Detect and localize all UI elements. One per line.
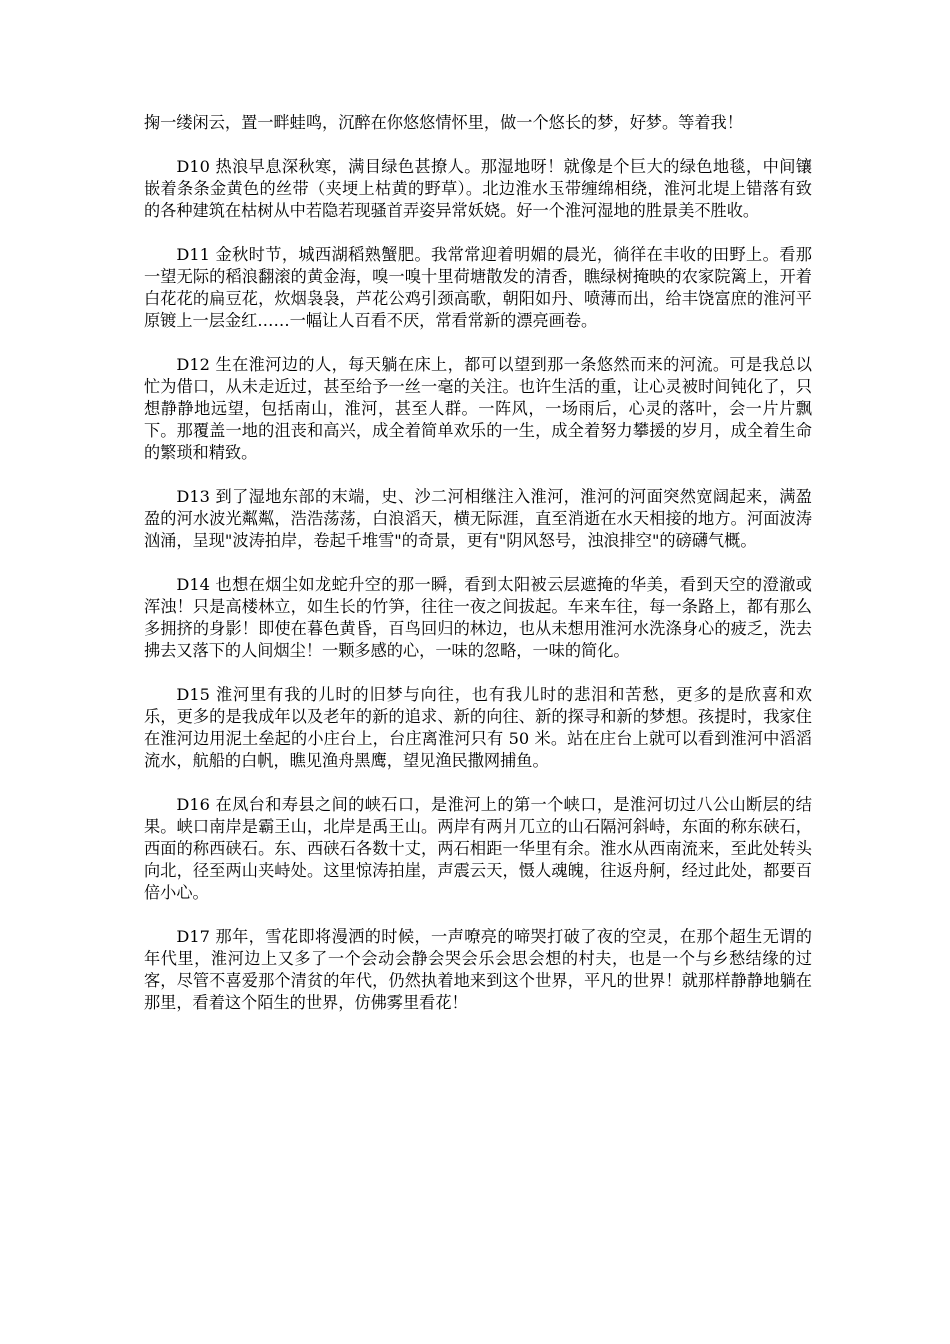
paragraph-d17: D17 那年，雪花即将漫洒的时候，一声嘹亮的啼哭打破了夜的空灵，在那个超生无谓的年代里，淮河边上又多了一个会动会静会哭会乐会思会想的村夫，也是一个与乡愁结缘的过客，尽管不喜爱那个清贫的年代，仍然执着地来到这个世界，平凡的世界！就那样静静地躺在那里，看着这个陌生的世界，仿佛雾里看花！ xyxy=(144,927,812,1012)
paragraph-d11: D11 金秋时节，城西湖稻熟蟹肥。我常常迎着明媚的晨光，徜徉在丰收的田野上。看那一望无际的稻浪翻滚的黄金海，嗅一嗅十里荷塘散发的清香，瞧绿树掩映的农家院篱上，开着白花花的扁豆花，炊烟袅袅，芦花公鸡引颈高歌，朝阳如丹、喷薄而出，给丰饶富庶的淮河平原镀上一层金红……一幅让人百看不厌，常看常新的漂亮画卷。 xyxy=(144,245,812,330)
paragraph-d12: D12 生在淮河边的人，每天躺在床上，都可以望到那一条悠然而来的河流。可是我总以忙为借口，从未走近过，甚至给予一丝一毫的关注。也许生活的重，让心灵被时间钝化了，只想静静地远望，包括南山，淮河，甚至人群。一阵风，一场雨后，心灵的落叶，会一片片飘下。那覆盖一地的沮丧和高兴，成全着简单欢乐的一生，成全着努力攀援的岁月，成全着生命的繁琐和精致。 xyxy=(144,355,812,462)
paragraph-d15: D15 淮河里有我的儿时的旧梦与向往，也有我儿时的悲泪和苦愁，更多的是欣喜和欢乐，更多的是我成年以及老年的新的追求、新的向往、新的探寻和新的梦想。孩提时，我家住在淮河边用泥土垒起的小庄台上，台庄离淮河只有 50 米。站在庄台上就可以看到淮河中滔滔流水，航船的白帆，瞧见渔舟黑鹰，望见渔民撒网捕鱼。 xyxy=(144,685,812,770)
paragraph-d16: D16 在凤台和寿县之间的峡石口，是淮河上的第一个峡口，是淮河切过八公山断层的结果。峡口南岸是霸王山，北岸是禹王山。两岸有两爿兀立的山石隔河斜峙，东面的称东硖石，西面的称西硖石。东、西硖石各数十丈，两石相距一华里有余。淮水从西南流来，至此处转头向北，径至两山夹峙处。这里惊涛拍崖，声震云天，慑人魂魄，往返舟舸，经过此处，都要百倍小心。 xyxy=(144,795,812,902)
paragraph-d10: D10 热浪早息深秋寒，满目绿色甚撩人。那湿地呀！就像是个巨大的绿色地毯，中间镶嵌着条条金黄色的丝带（夹埂上枯黄的野草）。北边淮水玉带缠绵相绕，淮河北堤上错落有致的各种建筑在枯树从中若隐若现骚首弄姿异常妖娆。好一个淮河湿地的胜景美不胜收。 xyxy=(144,157,812,220)
document-body xyxy=(144,112,812,1036)
paragraph-d13: D13 到了湿地东部的末端，史、沙二河相继注入淮河，淮河的河面突然宽阔起来，满盈盈的河水波光粼粼，浩浩荡荡，白浪滔天，横无际涯，直至消逝在水天相接的地方。河面波涛汹涌，呈现"波涛拍岸，卷起千堆雪"的奇景，更有"阴风怒号，浊浪排空"的磅礴气概。 xyxy=(144,487,812,550)
paragraph-d14: D14 也想在烟尘如龙蛇升空的那一瞬，看到太阳被云层遮掩的华美，看到天空的澄澈或浑浊！只是高楼林立，如生长的竹笋，往往一夜之间拔起。车来车往，每一条路上，都有那么多拥挤的身影！即使在暮色黄昏，百鸟回归的林边，也从未想用淮河水洗涤身心的疲乏，洗去拂去又落下的人间烟尘！一颗多感的心，一味的忽略，一味的简化。 xyxy=(144,575,812,660)
paragraph-intro: 掬一缕闲云，置一畔蛙鸣，沉醉在你悠悠情怀里，做一个悠长的梦，好梦。等着我！ xyxy=(144,113,743,132)
